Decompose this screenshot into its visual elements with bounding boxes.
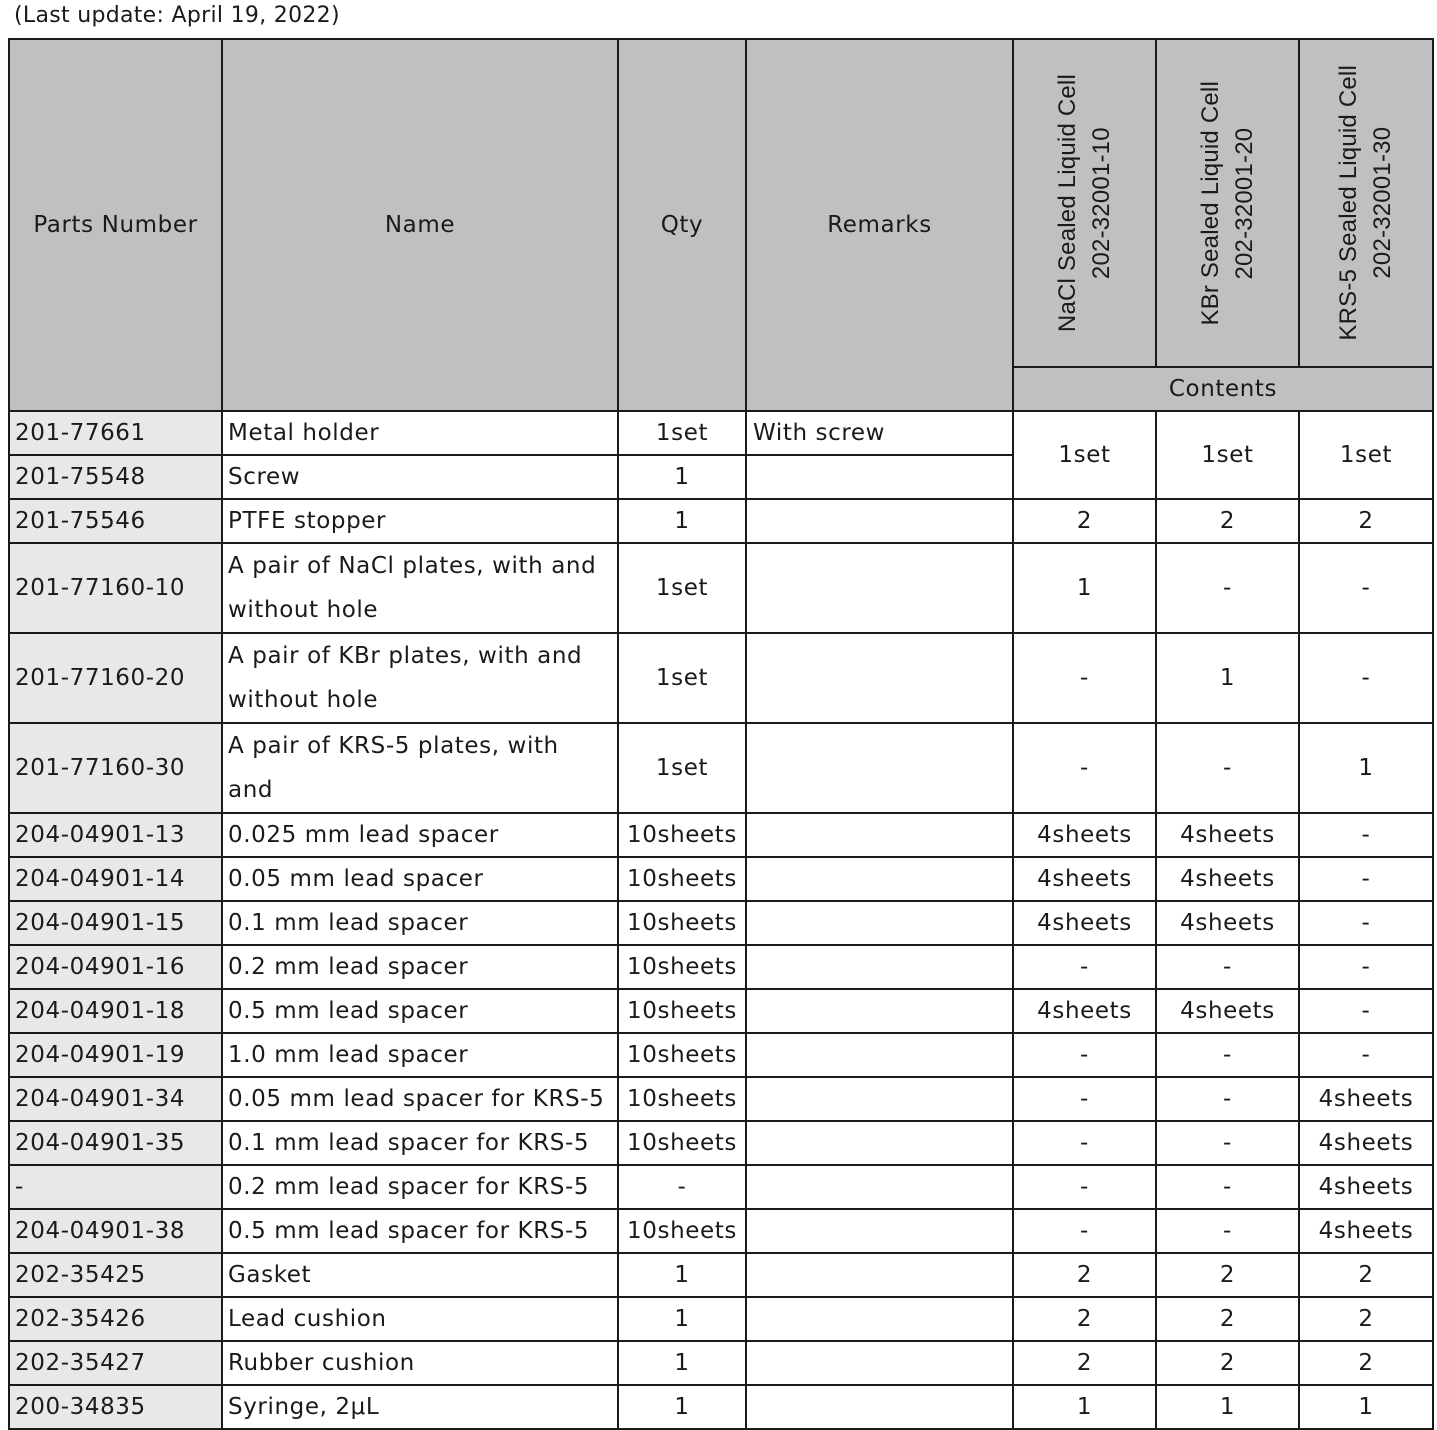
- parts-number-cell: 204-04901-13: [9, 813, 222, 857]
- header-model-kbr: [1156, 39, 1299, 367]
- qty-cell: 1: [618, 1253, 746, 1297]
- table-row: [9, 1077, 1433, 1121]
- krs5-cell: -: [1299, 633, 1433, 723]
- kbr-cell: -: [1156, 1209, 1299, 1253]
- qty-cell: 1set: [618, 411, 746, 455]
- table-row: [9, 1253, 1433, 1297]
- kbr-cell: -: [1156, 723, 1299, 813]
- header-row: [9, 39, 1433, 367]
- kbr-cell: -: [1156, 1121, 1299, 1165]
- nacl-cell: 4sheets: [1013, 901, 1156, 945]
- table-row: [9, 857, 1433, 901]
- qty-cell: -: [618, 1165, 746, 1209]
- kbr-cell: -: [1156, 1033, 1299, 1077]
- table-row: [9, 1209, 1433, 1253]
- kbr-cell: -: [1156, 1077, 1299, 1121]
- nacl-cell: -: [1013, 1121, 1156, 1165]
- remarks-cell: [746, 1165, 1013, 1209]
- remarks-cell: [746, 1209, 1013, 1253]
- header-model-krs5: [1299, 39, 1433, 367]
- name-cell: 0.2 mm lead spacer: [222, 945, 618, 989]
- nacl-cell: -: [1013, 723, 1156, 813]
- nacl-cell: 2: [1013, 1253, 1156, 1297]
- parts-number-cell: 204-04901-18: [9, 989, 222, 1033]
- krs5-cell: -: [1299, 945, 1433, 989]
- model-name: NaCl Sealed Liquid Cell: [1053, 73, 1081, 333]
- remarks-cell: [746, 499, 1013, 543]
- remarks-cell: [746, 1385, 1013, 1429]
- name-cell: 0.05 mm lead spacer: [222, 857, 618, 901]
- parts-number-cell: 201-75548: [9, 455, 222, 499]
- nacl-cell: -: [1013, 1165, 1156, 1209]
- remarks-cell: [746, 901, 1013, 945]
- table-row: [9, 1121, 1433, 1165]
- krs5-cell: 1: [1299, 1385, 1433, 1429]
- kbr-cell: 2: [1156, 1297, 1299, 1341]
- remarks-cell: [746, 455, 1013, 499]
- nacl-cell: 4sheets: [1013, 813, 1156, 857]
- qty-cell: 10sheets: [618, 901, 746, 945]
- qty-cell: 10sheets: [618, 1033, 746, 1077]
- name-cell: Lead cushion: [222, 1297, 618, 1341]
- kbr-cell: -: [1156, 543, 1299, 633]
- parts-number-cell: -: [9, 1165, 222, 1209]
- table-row: [9, 1165, 1433, 1209]
- nacl-cell: 2: [1013, 1341, 1156, 1385]
- header-qty: Qty: [618, 39, 746, 411]
- remarks-cell: [746, 1033, 1013, 1077]
- name-cell: PTFE stopper: [222, 499, 618, 543]
- table-row: [9, 813, 1433, 857]
- header-parts-number: Parts Number: [9, 39, 222, 411]
- kbr-cell: 4sheets: [1156, 813, 1299, 857]
- parts-number-cell: 202-35427: [9, 1341, 222, 1385]
- krs5-cell: -: [1299, 813, 1433, 857]
- name-cell: Screw: [222, 455, 618, 499]
- name-cell: 0.1 mm lead spacer for KRS-5: [222, 1121, 618, 1165]
- nacl-cell: 1: [1013, 543, 1156, 633]
- header-contents: Contents: [1013, 367, 1433, 411]
- krs5-cell: 2: [1299, 1297, 1433, 1341]
- qty-cell: 10sheets: [618, 1209, 746, 1253]
- header-remarks: Remarks: [746, 39, 1013, 411]
- table-row: [9, 499, 1433, 543]
- table-row: [9, 989, 1433, 1033]
- parts-number-cell: 204-04901-14: [9, 857, 222, 901]
- nacl-cell: 1set: [1013, 411, 1156, 499]
- name-cell: 0.2 mm lead spacer for KRS-5: [222, 1165, 618, 1209]
- qty-cell: 1: [618, 455, 746, 499]
- parts-number-cell: 201-77160-30: [9, 723, 222, 813]
- nacl-cell: -: [1013, 1033, 1156, 1077]
- parts-number-cell: 201-77661: [9, 411, 222, 455]
- kbr-cell: 2: [1156, 1341, 1299, 1385]
- qty-cell: 1: [618, 1385, 746, 1429]
- nacl-cell: 4sheets: [1013, 989, 1156, 1033]
- remarks-cell: [746, 1077, 1013, 1121]
- qty-cell: 1set: [618, 543, 746, 633]
- parts-number-cell: 204-04901-16: [9, 945, 222, 989]
- name-cell: Metal holder: [222, 411, 618, 455]
- name-cell: 0.025 mm lead spacer: [222, 813, 618, 857]
- parts-number-cell: 202-35425: [9, 1253, 222, 1297]
- header-name: Name: [222, 39, 618, 411]
- remarks-cell: [746, 723, 1013, 813]
- name-cell: 0.05 mm lead spacer for KRS-5: [222, 1077, 618, 1121]
- remarks-cell: With screw: [746, 411, 1013, 455]
- nacl-cell: 2: [1013, 1297, 1156, 1341]
- kbr-cell: 4sheets: [1156, 989, 1299, 1033]
- krs5-cell: 4sheets: [1299, 1121, 1433, 1165]
- remarks-cell: [746, 1341, 1013, 1385]
- table-row: [9, 1341, 1433, 1385]
- nacl-cell: 2: [1013, 499, 1156, 543]
- name-cell: Gasket: [222, 1253, 618, 1297]
- name-cell: 0.1 mm lead spacer: [222, 901, 618, 945]
- qty-cell: 1: [618, 1297, 746, 1341]
- table-row: [9, 1033, 1433, 1077]
- parts-number-cell: 204-04901-19: [9, 1033, 222, 1077]
- nacl-cell: 4sheets: [1013, 857, 1156, 901]
- remarks-cell: [746, 813, 1013, 857]
- qty-cell: 1set: [618, 723, 746, 813]
- nacl-cell: -: [1013, 633, 1156, 723]
- remarks-cell: [746, 945, 1013, 989]
- parts-number-cell: 202-35426: [9, 1297, 222, 1341]
- name-cell: A pair of KBr plates, with and without hole: [222, 633, 618, 723]
- kbr-cell: 2: [1156, 1253, 1299, 1297]
- table-row: [9, 723, 1433, 813]
- parts-table: [8, 38, 1434, 1430]
- parts-number-cell: 201-77160-20: [9, 633, 222, 723]
- parts-number-cell: 201-75546: [9, 499, 222, 543]
- krs5-cell: -: [1299, 543, 1433, 633]
- krs5-cell: -: [1299, 1033, 1433, 1077]
- qty-cell: 1: [618, 499, 746, 543]
- model-name: KRS-5 Sealed Liquid Cell: [1335, 65, 1362, 341]
- kbr-cell: 2: [1156, 499, 1299, 543]
- table-row: [9, 1385, 1433, 1429]
- qty-cell: 10sheets: [618, 1121, 746, 1165]
- remarks-cell: [746, 1253, 1013, 1297]
- krs5-cell: 1set: [1299, 411, 1433, 499]
- name-cell: 0.5 mm lead spacer: [222, 989, 618, 1033]
- qty-cell: 10sheets: [618, 1077, 746, 1121]
- parts-number-cell: 200-34835: [9, 1385, 222, 1429]
- table-row: [9, 945, 1433, 989]
- table-row: [9, 633, 1433, 723]
- kbr-cell: 1: [1156, 633, 1299, 723]
- model-number: 202-32001-20: [1230, 127, 1258, 279]
- krs5-cell: 4sheets: [1299, 1209, 1433, 1253]
- krs5-cell: -: [1299, 901, 1433, 945]
- qty-cell: 1: [618, 1341, 746, 1385]
- krs5-cell: 1: [1299, 723, 1433, 813]
- remarks-cell: [746, 633, 1013, 723]
- name-cell: 1.0 mm lead spacer: [222, 1033, 618, 1077]
- name-cell: Rubber cushion: [222, 1341, 618, 1385]
- table-row: [9, 411, 1433, 455]
- qty-cell: 1set: [618, 633, 746, 723]
- remarks-cell: [746, 1121, 1013, 1165]
- parts-number-cell: 204-04901-35: [9, 1121, 222, 1165]
- qty-cell: 10sheets: [618, 945, 746, 989]
- kbr-cell: 4sheets: [1156, 857, 1299, 901]
- krs5-cell: -: [1299, 857, 1433, 901]
- parts-number-cell: 204-04901-15: [9, 901, 222, 945]
- krs5-cell: -: [1299, 989, 1433, 1033]
- qty-cell: 10sheets: [618, 989, 746, 1033]
- name-cell: 0.5 mm lead spacer for KRS-5: [222, 1209, 618, 1253]
- krs5-cell: 2: [1299, 1341, 1433, 1385]
- model-name: KBr Sealed Liquid Cell: [1196, 80, 1224, 326]
- name-cell: Syringe, 2μL: [222, 1385, 618, 1429]
- remarks-cell: [746, 989, 1013, 1033]
- model-number: 202-32001-10: [1087, 127, 1115, 279]
- remarks-cell: [746, 543, 1013, 633]
- nacl-cell: -: [1013, 1209, 1156, 1253]
- last-update-note: (Last update: April 19, 2022): [14, 3, 340, 28]
- remarks-cell: [746, 1297, 1013, 1341]
- parts-number-cell: 204-04901-34: [9, 1077, 222, 1121]
- header-model-nacl: [1013, 39, 1156, 367]
- krs5-cell: 2: [1299, 1253, 1433, 1297]
- nacl-cell: -: [1013, 945, 1156, 989]
- qty-cell: 10sheets: [618, 813, 746, 857]
- name-cell: A pair of KRS-5 plates, with and: [222, 723, 618, 813]
- parts-number-cell: 201-77160-10: [9, 543, 222, 633]
- name-cell: A pair of NaCl plates, with and without hole: [222, 543, 618, 633]
- model-number: 202-32001-30: [1369, 127, 1396, 279]
- qty-cell: 10sheets: [618, 857, 746, 901]
- table-row: [9, 1297, 1433, 1341]
- nacl-cell: 1: [1013, 1385, 1156, 1429]
- kbr-cell: 4sheets: [1156, 901, 1299, 945]
- nacl-cell: -: [1013, 1077, 1156, 1121]
- krs5-cell: 4sheets: [1299, 1077, 1433, 1121]
- kbr-cell: 1: [1156, 1385, 1299, 1429]
- kbr-cell: 1set: [1156, 411, 1299, 499]
- krs5-cell: 4sheets: [1299, 1165, 1433, 1209]
- parts-number-cell: 204-04901-38: [9, 1209, 222, 1253]
- table-row: [9, 901, 1433, 945]
- table-row: [9, 543, 1433, 633]
- krs5-cell: 2: [1299, 499, 1433, 543]
- kbr-cell: -: [1156, 1165, 1299, 1209]
- remarks-cell: [746, 857, 1013, 901]
- kbr-cell: -: [1156, 945, 1299, 989]
